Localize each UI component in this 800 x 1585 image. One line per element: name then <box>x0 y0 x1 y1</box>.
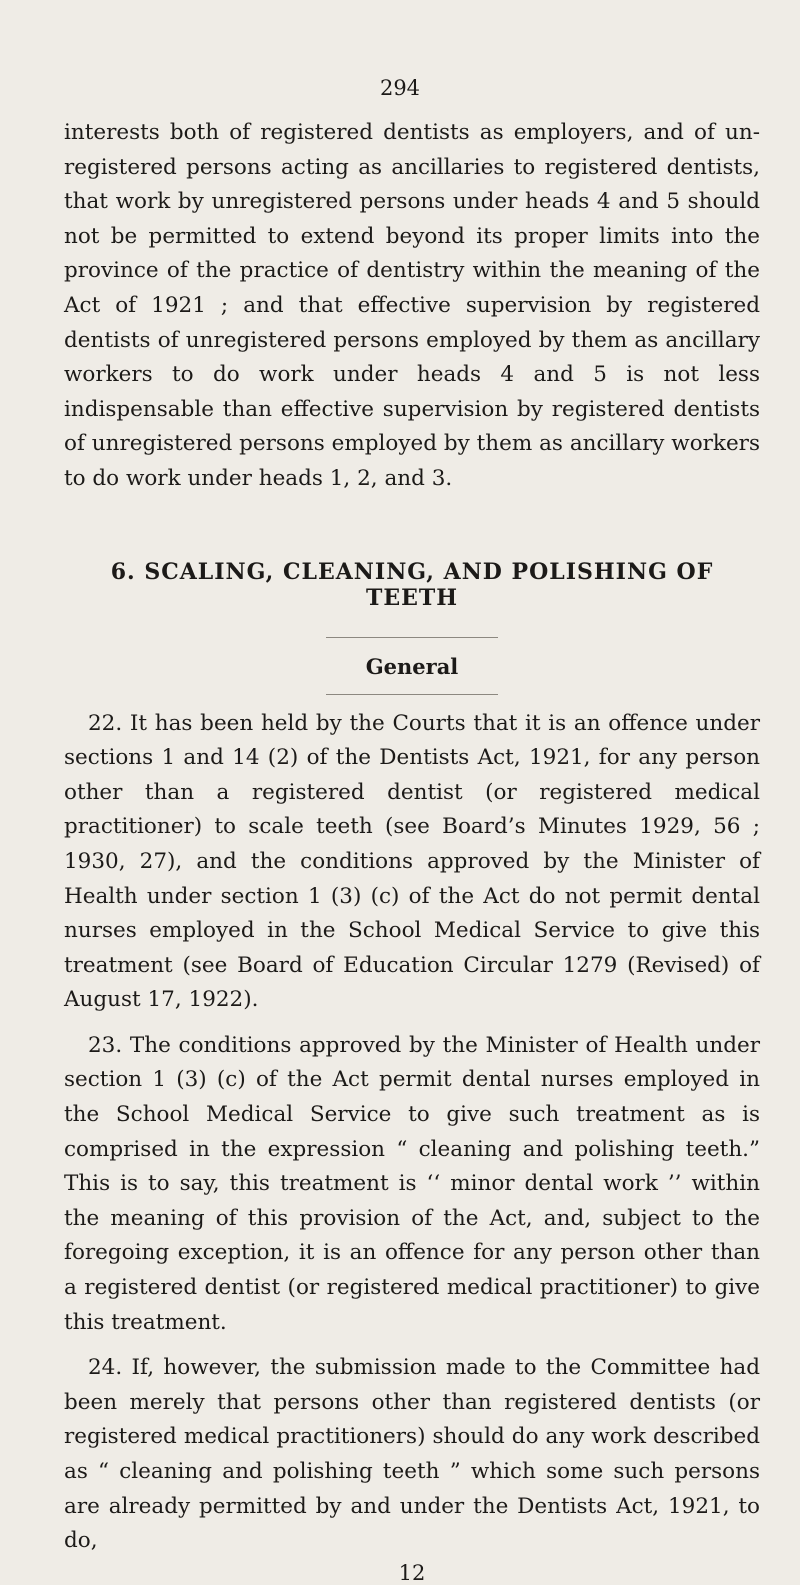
spacer <box>64 497 760 559</box>
heading-divider <box>326 637 498 638</box>
section-heading: 6. SCALING, CLEANING, AND POLISHING OF TEETH <box>110 558 714 611</box>
spacer <box>64 1018 760 1029</box>
subheading: General <box>365 653 459 679</box>
printer-signature-mark: 12 <box>398 1560 426 1585</box>
spacer <box>64 1340 760 1351</box>
subheading-divider <box>326 694 498 695</box>
paragraph-continuation: interests both of registered dentists as employers, and of un-registered persons acting as ancillaries to registered dentists, that work by unregistered persons under heads 4 and 5 should not be permitted to extend beyond its proper limits into the province of the practice of dentistry within the meaning of the Act of 1921 ; and that effective supervision by registered dentists of unregistered persons employed by them as ancillary workers to do work under heads 4 and 5 is not less indispensable than effective supervision by registered dentists of unregistered persons employed by them as ancillary workers to do work under heads 1, 2, and 3. <box>64 120 760 491</box>
page-number: 294 <box>379 76 421 100</box>
paragraph-23: 23. The conditions approved by the Minister of Health under section 1 (3) (c) of the Act permit dental nurses employed in the School Medical Service to give such treatment as is comprised in the expression “ cleaning and polishing teeth.” This is to say, this treatment is ‘‘ minor dental work ’’ within the meaning of this provision of the Act, and, subject to the foregoing exception, it is an offence for any person other than a registered dentist (or registered medical practitioner) to give this treatment. <box>64 1032 760 1335</box>
body-text <box>64 116 760 1585</box>
paragraph-22: 22. It has been held by the Courts that it is an offence under sections 1 and 14 (2) of the Dentists Act, 1921, for any person other than a registered dentist (or registered medical practitioner) to scale teeth (see Board’s Minutes 1929, 56 ; 1930, 27), and the conditions approved by the Minister of Health under section 1 (3) (c) of the Act do not permit dental nurses employed in the School Medical Service to give this treatment (see Board of Education Circular 1279 (Revised) of August 17, 1922). <box>64 710 760 1013</box>
paragraph-24: 24. If, however, the submission made to the Committee had been merely that persons other than registered dentists (or registered medical practitioners) should do any work described as “ cleaning and polishing teeth ” which some such persons are already permitted by and under the Dentists Act, 1921, to do, <box>64 1355 760 1554</box>
